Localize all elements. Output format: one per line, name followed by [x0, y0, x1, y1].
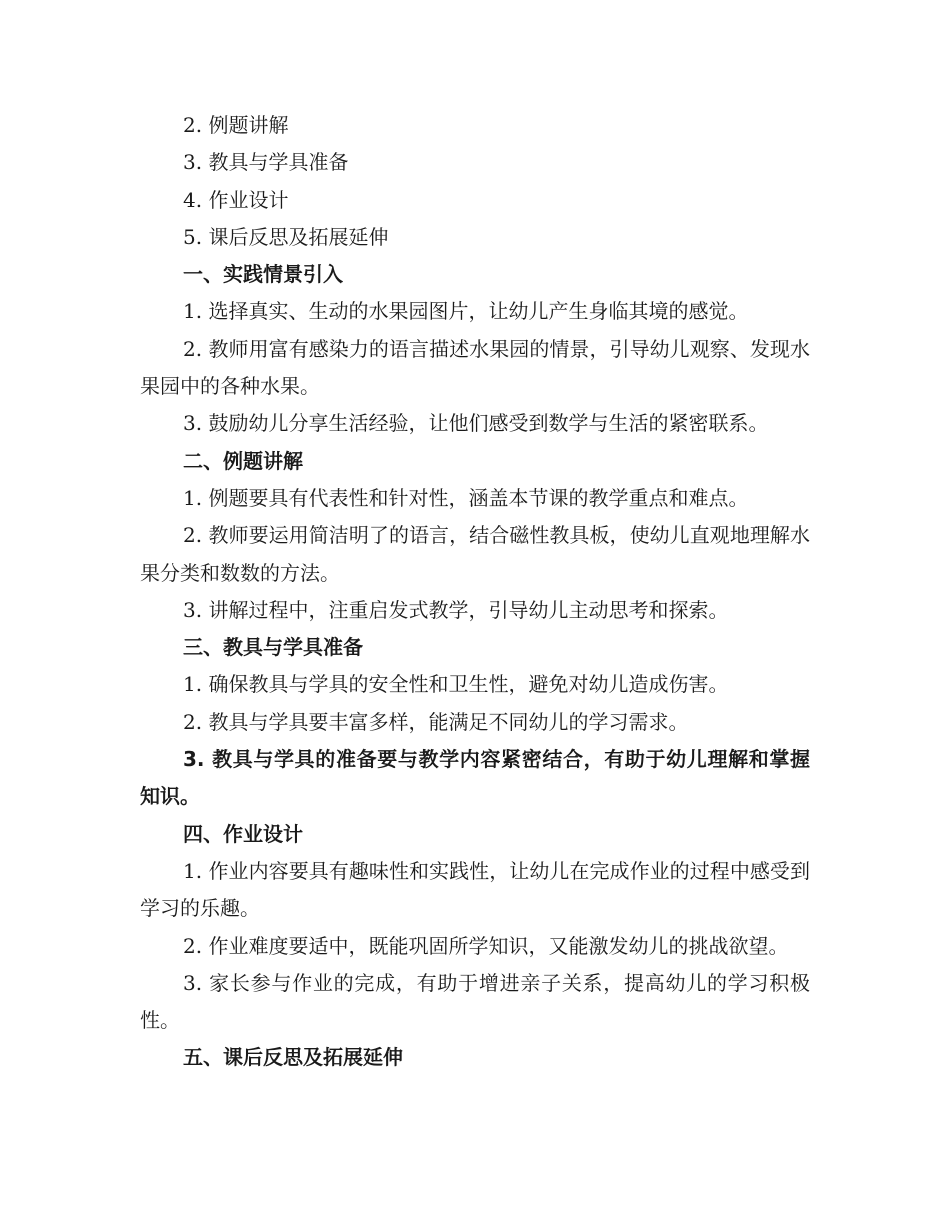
list-item: 3. 讲解过程中，注重启发式教学，引导幼儿主动思考和探索。 [183, 597, 729, 622]
list-item: 1. 确保教具与学具的安全性和卫生性，避免对幼儿造成伤害。 [183, 672, 729, 697]
list-item-emphasized: 3. 教具与学具的准备要与教学内容紧密结合，有助于幼儿理解和掌握知识。 [140, 747, 810, 809]
section-heading: 五、课后反思及拓展延伸 [183, 1045, 403, 1070]
list-item: 2. 教具与学具要丰富多样，能满足不同幼儿的学习需求。 [183, 709, 689, 734]
list-item: 1. 例题要具有代表性和针对性，涵盖本节课的教学重点和难点。 [183, 485, 749, 510]
list-item: 2. 教师要运用简洁明了的语言，结合磁性教具板，使幼儿直观地理解水果分类和数数的方法。 [140, 523, 810, 585]
section-heading: 四、作业设计 [183, 821, 303, 846]
outline-item: 5. 课后反思及拓展延伸 [183, 224, 389, 249]
list-item: 3. 鼓励幼儿分享生活经验，让他们感受到数学与生活的紧密联系。 [183, 411, 769, 436]
list-item: 3. 家长参与作业的完成，有助于增进亲子关系，提高幼儿的学习积极性。 [140, 970, 810, 1033]
list-item: 1. 选择真实、生动的水果园图片，让幼儿产生身临其境的感觉。 [183, 299, 749, 324]
section-heading: 一、实践情景引入 [183, 262, 343, 287]
outline-item: 4. 作业设计 [183, 187, 289, 212]
list-item: 2. 作业难度要适中，既能巩固所学知识，又能激发幼儿的挑战欲望。 [183, 933, 789, 958]
outline-item: 2. 例题讲解 [183, 113, 289, 137]
section-heading: 三、教具与学具准备 [183, 635, 363, 660]
list-item: 2. 教师用富有感染力的语言描述水果园的情景，引导幼儿观察、发现水果园中的各种水果。 [140, 336, 810, 399]
document-body [140, 107, 810, 1077]
list-item: 1. 作业内容要具有趣味性和实践性，让幼儿在完成作业的过程中感受到学习的乐趣。 [140, 858, 810, 921]
outline-item: 3. 教具与学具准备 [183, 150, 349, 175]
section-heading: 二、例题讲解 [183, 448, 303, 473]
